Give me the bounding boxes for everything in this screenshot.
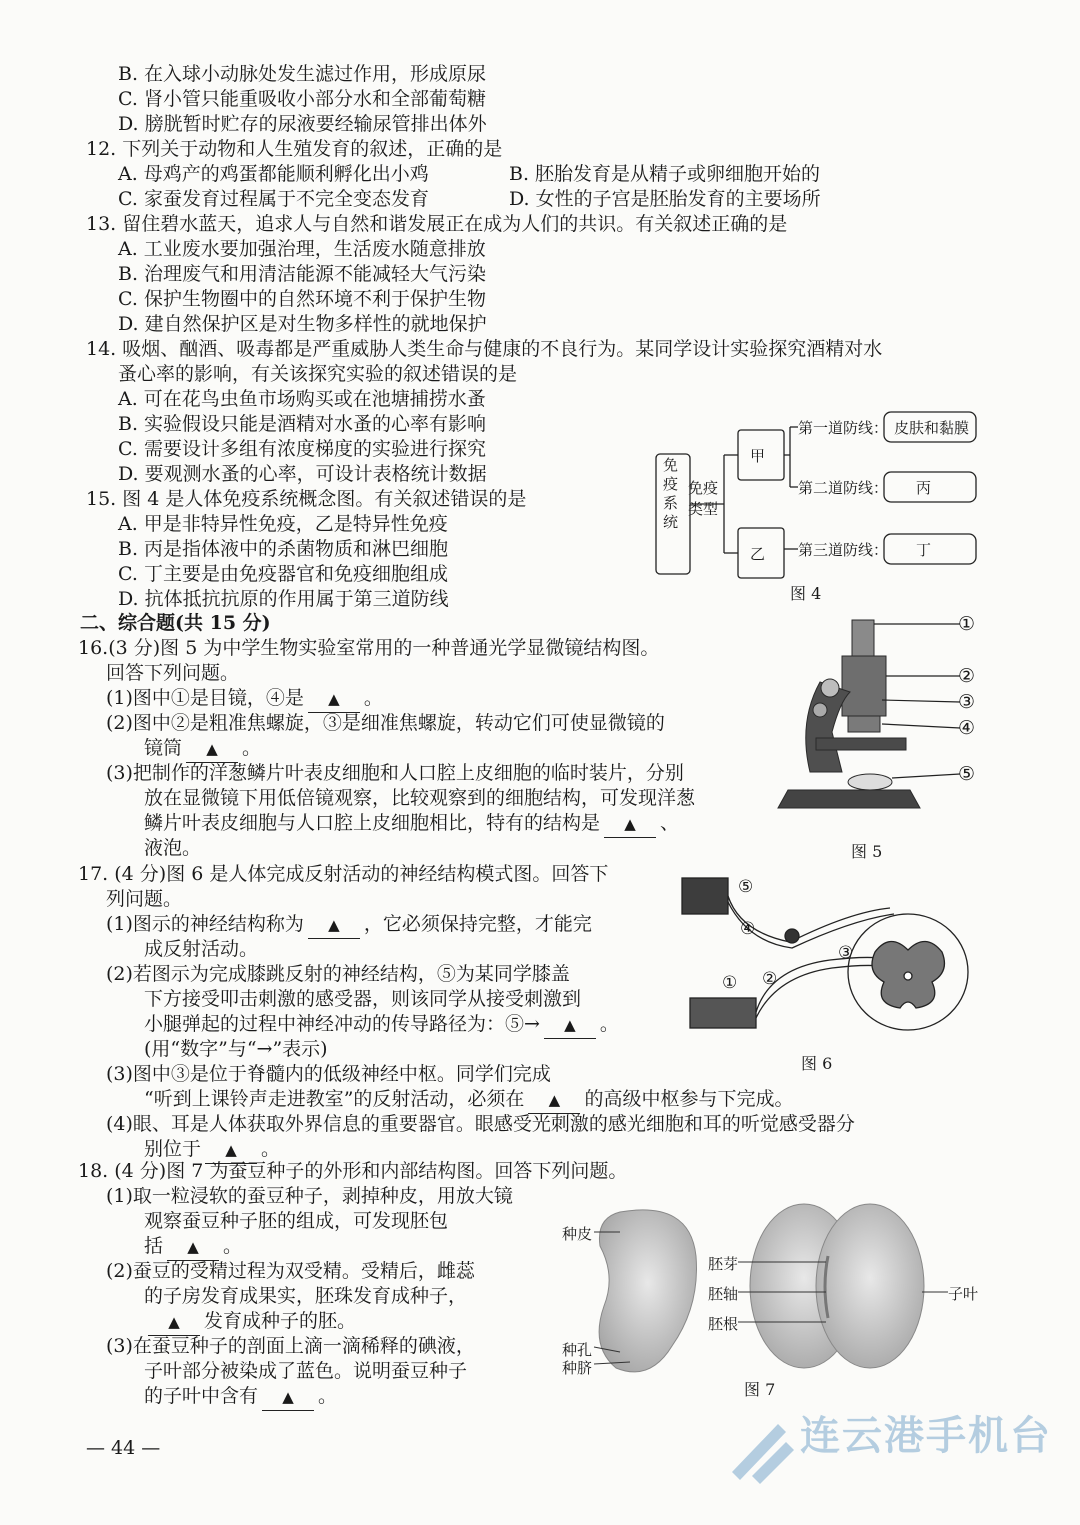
q17-part1-cont: 成反射活动。 [144, 938, 259, 960]
q17-part4-cont: 别位于 ▲ 。 [144, 1137, 280, 1164]
fig7-label-peigen: 胚根 [708, 1315, 739, 1333]
fig6-label-5: ⑤ [738, 877, 754, 897]
q16-part3-cont2: 鳞片叶表皮细胞与人口腔上皮细胞相比，特有的结构是 ▲ 、 [144, 811, 679, 838]
q13-option-b: B. 治理废气和用清洁能源不能减轻大气污染 [118, 263, 487, 285]
answer-blank[interactable]: ▲ [262, 1384, 314, 1411]
fig5-caption: 图 5 [851, 842, 883, 861]
q13-option-a: A. 工业废水要加强治理，生活废水随意排放 [118, 238, 486, 260]
q17-part4: (4)眼、耳是人体获取外界信息的重要器官。眼感受光刺激的感光细胞和耳的听觉感受器分 [106, 1113, 855, 1135]
answer-blank[interactable]: ▲ [205, 1137, 257, 1164]
q18-part2-cont2: ▲ 发育成种子的胚。 [144, 1309, 356, 1336]
q16-part1: (1)图中①是目镜，④是 ▲ 。 [106, 686, 383, 713]
q11-option-b: B. 在入球小动脉处发生滤过作用，形成原尿 [118, 63, 487, 85]
fig4-line3-label: 第三道防线： [798, 541, 889, 559]
q12-option-a: A. 母鸡产的鸡蛋都能顺利孵化出小鸡 [118, 163, 429, 185]
q17-stem: 17. (4 分)图 6 是人体完成反射活动的神经结构模式图。回答下 [78, 863, 609, 885]
q12-option-c: C. 家蚕发育过程属于不完全变态发育 [118, 188, 429, 210]
q12-option-b: B. 胚胎发育是从精子或卵细胞开始的 [509, 163, 821, 185]
fig5-label-2: ② [958, 665, 976, 687]
q15-stem: 15. 图 4 是人体免疫系统概念图。有关叙述错误的是 [86, 488, 527, 510]
q16-part2: (2)图中②是粗准焦螺旋，③是细准焦螺旋，转动它们可使显微镜的 [106, 712, 665, 734]
fig4-type-label: 免疫类型 [688, 479, 719, 518]
q11-option-d: D. 膀胱暂时贮存的尿液要经输尿管排出体外 [118, 113, 487, 135]
fig7-label-zhongqi: 种脐 [562, 1359, 593, 1377]
q17-part1: (1)图示的神经结构称为 ▲ ，它必须保持完整，才能完 [106, 912, 592, 939]
section-2-heading: 二、综合题(共 15 分) [80, 612, 271, 634]
answer-blank[interactable]: ▲ [308, 686, 360, 713]
q14-option-d: D. 要观测水蚤的心率，可设计表格统计数据 [118, 463, 487, 485]
fig5-label-3: ③ [958, 691, 976, 713]
q13-stem: 13. 留住碧水蓝天，追求人与自然和谐发展正在成为人们的共识。有关叙述正确的是 [86, 213, 788, 235]
fig4-box3: 丁 [916, 541, 932, 559]
fig6-label-4: ④ [740, 919, 756, 939]
q13-option-d: D. 建自然保护区是对生物多样性的就地保护 [118, 313, 487, 335]
q13-option-c: C. 保护生物圈中的自然环境不利于保护生物 [118, 288, 486, 310]
fig6-label-1: ① [722, 973, 738, 993]
answer-blank[interactable]: ▲ [167, 1234, 219, 1261]
fig4-caption: 图 4 [790, 584, 822, 603]
fig7-label-peiya: 胚芽 [708, 1255, 739, 1273]
answer-blank[interactable]: ▲ [148, 1309, 200, 1336]
q15-option-d: D. 抗体抵抗抗原的作用属于第三道防线 [118, 588, 449, 610]
q17-part2-cont: 下方接受叩击刺激的感受器，则该同学从接受刺激到 [144, 988, 582, 1010]
q18-part3-cont: 子叶部分被染成了蓝色。说明蚕豆种子 [144, 1360, 468, 1382]
fig6-label-2: ② [762, 969, 778, 989]
watermark-text: 连云港手机台 [800, 1413, 1052, 1459]
fig7-label-zhongkong: 种孔 [562, 1341, 593, 1359]
q12-option-d: D. 女性的子宫是胚胎发育的主要场所 [509, 188, 821, 210]
q18-part3-cont2: 的子叶中含有 ▲ 。 [144, 1384, 337, 1411]
fig4-yi: 乙 [750, 545, 766, 563]
q16-part3-cont: 放在显微镜下用低倍镜观察，比较观察到的细胞结构，可发现洋葱 [144, 787, 696, 809]
q12-stem: 12. 下列关于动物和人生殖发育的叙述，正确的是 [86, 138, 503, 160]
q18-part2-cont: 的子房发育成果实，胚珠发育成种子， [144, 1285, 468, 1307]
q18-part1-cont2: 括 ▲ 。 [144, 1234, 242, 1261]
q18-part3: (3)在蚕豆种子的剖面上滴一滴稀释的碘液， [106, 1335, 475, 1357]
fig4-box1: 皮肤和黏膜 [894, 419, 970, 437]
answer-blank[interactable]: ▲ [544, 1012, 596, 1039]
q14-option-c: C. 需要设计多组有浓度梯度的实验进行探究 [118, 438, 486, 460]
q18-part1-cont: 观察蚕豆种子胚的组成，可发现胚包 [144, 1210, 449, 1232]
q17-part2-cont2: 小腿弹起的过程中神经冲动的传导路径为：⑤→ ▲ 。 [144, 1012, 619, 1039]
q15-option-a: A. 甲是非特异性免疫，乙是特异性免疫 [118, 513, 448, 535]
q14-stem: 14. 吸烟、酗酒、吸毒都是严重威胁人类生命与健康的不良行为。某同学设计实验探究酒精对水 [86, 338, 883, 360]
q16-part2-cont: 镜筒 ▲ 。 [144, 736, 261, 763]
q18-part1: (1)取一粒浸软的蚕豆种子，剥掉种皮，用放大镜 [106, 1185, 513, 1207]
figure-6-reflex-arc [680, 872, 980, 1052]
fig7-label-ziye: 子叶 [948, 1285, 979, 1303]
page-number: — 44 — [86, 1437, 161, 1459]
q17-part2-note: (用“数字”与“→”表示) [144, 1038, 328, 1060]
figure-5-microscope [770, 612, 990, 840]
fig7-label-zhongpi: 种皮 [562, 1225, 593, 1243]
q16-stem: 16.(3 分)图 5 为中学生物实验室常用的一种普通光学显微镜结构图。 [78, 637, 660, 659]
q17-part2: (2)若图示为完成膝跳反射的神经结构，⑤为某同学膝盖 [106, 963, 570, 985]
q14-stem-cont: 蚤心率的影响，有关该探究实验的叙述错误的是 [118, 363, 518, 385]
q16-part3: (3)把制作的洋葱鳞片叶表皮细胞和人口腔上皮细胞的临时装片，分别 [106, 762, 684, 784]
figure-7-bean-seed [560, 1196, 980, 1396]
fig5-label-5: ⑤ [958, 763, 976, 785]
q17-part3: (3)图中③是位于脊髓内的低级神经中枢。同学们完成 [106, 1063, 551, 1085]
q16-stem-cont: 回答下列问题。 [106, 662, 240, 684]
answer-blank[interactable]: ▲ [308, 912, 360, 939]
q17-stem-cont: 列问题。 [106, 888, 183, 910]
q18-part2: (2)蚕豆的受精过程为双受精。受精后，雌蕊 [106, 1260, 475, 1282]
fig4-jia: 甲 [750, 447, 766, 465]
q17-part3-cont: “听到上课铃声走进教室”的反射活动，必须在 ▲ 的高级中枢参与下完成。 [144, 1087, 793, 1114]
answer-blank[interactable]: ▲ [604, 811, 656, 838]
q18-stem: 18. (4 分)图 7 为蚕豆种子的外形和内部结构图。回答下列问题。 [78, 1160, 628, 1182]
q11-option-c: C. 肾小管只能重吸收小部分水和全部葡萄糖 [118, 88, 486, 110]
q15-option-b: B. 丙是指体液中的杀菌物质和淋巴细胞 [118, 538, 449, 560]
fig4-root-label: 免疫系统 [663, 456, 679, 531]
fig4-line1-label: 第一道防线： [798, 419, 889, 437]
fig4-box2: 丙 [916, 479, 932, 497]
q15-option-c: C. 丁主要是由免疫器官和免疫细胞组成 [118, 563, 448, 585]
fig4-line2-label: 第二道防线： [798, 479, 889, 497]
fig6-caption: 图 6 [801, 1054, 833, 1073]
q16-part3-cont3: 液泡。 [144, 837, 202, 859]
fig5-label-1: ① [958, 613, 976, 635]
answer-blank[interactable]: ▲ [528, 1087, 580, 1114]
q14-option-b: B. 实验假设只能是酒精对水蚤的心率有影响 [118, 413, 487, 435]
q14-option-a: A. 可在花鸟虫鱼市场购买或在池塘捕捞水蚤 [118, 388, 486, 410]
answer-blank[interactable]: ▲ [186, 736, 238, 763]
fig5-label-4: ④ [958, 717, 976, 739]
fig7-caption: 图 7 [744, 1380, 776, 1399]
fig6-label-3: ③ [838, 943, 854, 963]
fig7-label-peizhou: 胚轴 [708, 1285, 739, 1303]
